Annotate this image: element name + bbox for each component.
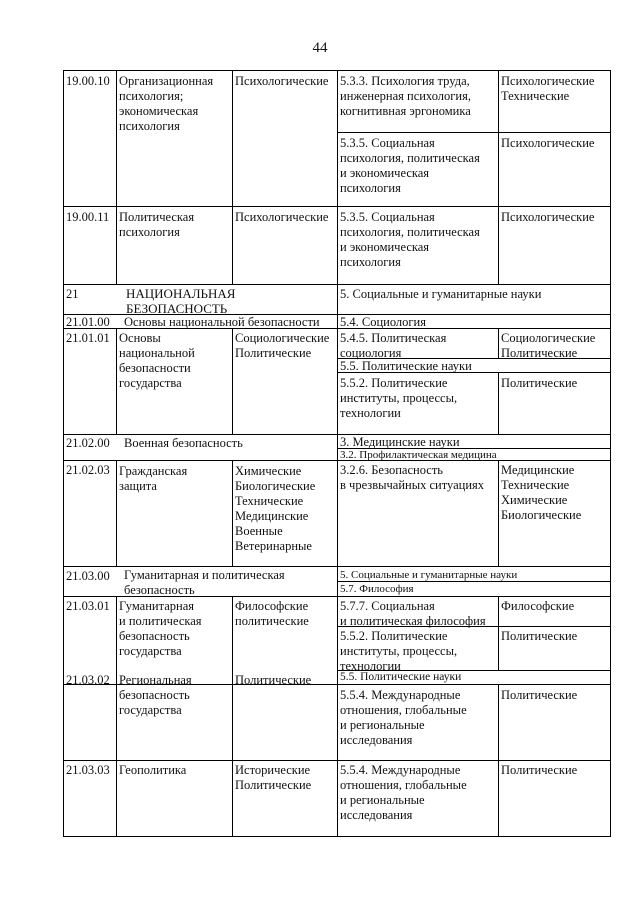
group-title: Основы национальной безопасности: [124, 315, 320, 329]
specialty-code: 21.02.03: [66, 463, 110, 477]
new-science-fields: Социологические Политические: [501, 331, 596, 360]
specialty-name: Гуманитарная и политическая безопасность государства: [119, 599, 202, 658]
science-fields: Социологические Политические: [235, 331, 330, 360]
new-specialty: 5.5. Политические науки: [340, 671, 462, 683]
specialty-code: 21.01.01: [66, 331, 110, 345]
specialty-code: 21.01.00: [66, 315, 110, 329]
new-specialty: 3.2.6. Безопасность в чрезвычайных ситуациях: [340, 463, 485, 492]
group-title: Гуманитарная и политическая безопасность: [124, 568, 285, 597]
specialty-code: 19.00.11: [66, 210, 110, 224]
new-specialty: 5.3.5. Социальная психология, политическая и экономическая психология: [340, 136, 480, 195]
group-title: НАЦИОНАЛЬНАЯ БЕЗОПАСНОСТЬ: [126, 286, 236, 316]
new-specialty: 5.5.2. Политические институты, процессы, технологии: [340, 629, 458, 673]
science-fields: Философские политические: [235, 599, 309, 628]
new-specialty: 5.5. Политические науки: [340, 359, 472, 373]
science-fields: Психологические: [235, 74, 329, 88]
new-science-fields: Психологические Технические: [501, 74, 595, 103]
science-fields: Психологические: [235, 210, 329, 224]
science-area: 5. Социальные и гуманитарные науки: [340, 569, 518, 581]
specialty-code: 21.03.01: [66, 599, 110, 613]
science-subarea: 3.2. Профилактическая медицина: [340, 449, 497, 461]
science-fields: Политические: [235, 673, 312, 687]
new-specialty: 5.7.7. Социальная и политическая философия: [340, 599, 486, 628]
new-specialty: 5.3.5. Социальная психология, политическая и экономическая психология: [340, 210, 480, 269]
new-science-fields: Психологические: [501, 210, 595, 224]
specialty-code: 19.00.10: [66, 74, 110, 88]
specialty-name: Организационная психология; экономическая психология: [119, 74, 214, 133]
new-science-fields: Политические: [501, 688, 578, 702]
science-area: 3. Медицинские науки: [340, 435, 460, 449]
science-subarea: 5.7. Философия: [340, 583, 414, 595]
new-specialty: 5.5.4. Международные отношения, глобальные и региональные исследования: [340, 763, 467, 822]
new-science-fields: Философские: [501, 599, 575, 613]
specialty-code: 21: [66, 287, 79, 301]
specialty-name: Геополитика: [119, 763, 187, 777]
specialty-name: Основы национальной безопасности государства: [119, 331, 195, 390]
group-title: Военная безопасность: [124, 436, 243, 450]
specialty-code: 21.03.02: [66, 673, 110, 687]
specialty-code: 21.03.03: [66, 763, 110, 777]
science-fields: Исторические Политические: [235, 763, 312, 792]
new-science-fields: Политические: [501, 376, 578, 390]
science-area: 5.4. Социология: [340, 315, 426, 329]
page-number: 44: [312, 40, 328, 56]
specialty-code: 21.02.00: [66, 436, 110, 450]
science-area: 5. Социальные и гуманитарные науки: [340, 287, 542, 301]
new-specialty: 5.4.5. Политическая социология: [340, 331, 447, 360]
new-specialty: 5.5.2. Политические институты, процессы, технологии: [340, 376, 458, 420]
new-science-fields: Медицинские Технические Химические Биологические: [501, 463, 582, 522]
new-science-fields: Политические: [501, 629, 578, 643]
specialty-code: 21.03.00: [66, 569, 110, 583]
new-science-fields: Политические: [501, 763, 578, 777]
new-specialty: 5.3.3. Психология труда, инженерная психология, когнитивная эргономика: [340, 74, 471, 118]
specialty-name: Политическая психология: [119, 210, 195, 239]
science-fields: Химические Биологические Технические Медицинские Военные Ветеринарные: [235, 464, 316, 553]
new-specialty: 5.5.4. Международные отношения, глобальные и региональные исследования: [340, 688, 467, 747]
new-science-fields: Психологические: [501, 136, 595, 150]
specialty-name: Региональная безопасность государства: [119, 673, 192, 717]
specialty-name: Гражданская защита: [119, 464, 188, 493]
